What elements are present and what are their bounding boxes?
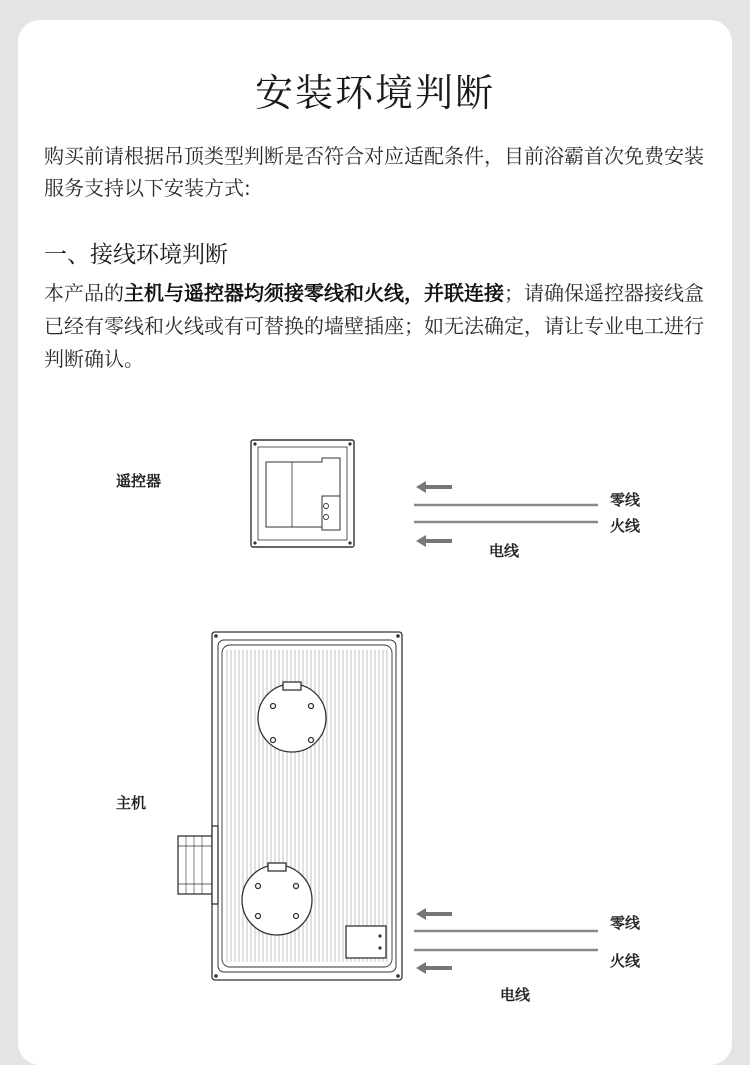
body-bold-text: 主机与遥控器均须接零线和火线，并联连接 xyxy=(124,281,504,305)
body-rest-text: ；请确保遥控器接线盒已经有零线和火线或有可替换的墙壁插座；如无法确定，请让专业电工进行判断确认。 xyxy=(44,281,704,371)
main-live-label: 火线 xyxy=(610,952,641,970)
remote-neutral-label: 零线 xyxy=(610,491,641,509)
remote-arrow-top-icon xyxy=(416,481,452,493)
main-unit-label: 主机 xyxy=(116,794,147,812)
remote-wire-label: 电线 xyxy=(489,542,520,560)
main-arrow-top-icon xyxy=(416,908,452,920)
section-heading-wiring: 一、接线环境判断 xyxy=(44,242,228,268)
remote-live-label: 火线 xyxy=(610,517,641,535)
main-wire-label: 电线 xyxy=(500,986,531,1004)
body-lead-text: 本产品的 xyxy=(44,281,124,305)
main-unit-illustration xyxy=(178,632,402,980)
main-unit-wiring xyxy=(414,908,641,1004)
remote-wiring xyxy=(414,481,641,560)
intro-paragraph: 购买前请根据吊顶类型判断是否符合对应适配条件，目前浴霸首次免费安装服务支持以下安装方式: xyxy=(44,144,704,200)
remote-label: 遥控器 xyxy=(116,472,162,490)
page-title: 安装环境判断 xyxy=(254,71,495,115)
remote-controller-illustration xyxy=(251,440,354,547)
main-neutral-label: 零线 xyxy=(610,914,641,932)
main-arrow-bottom-icon xyxy=(416,962,452,974)
remote-arrow-bottom-icon xyxy=(416,535,452,547)
